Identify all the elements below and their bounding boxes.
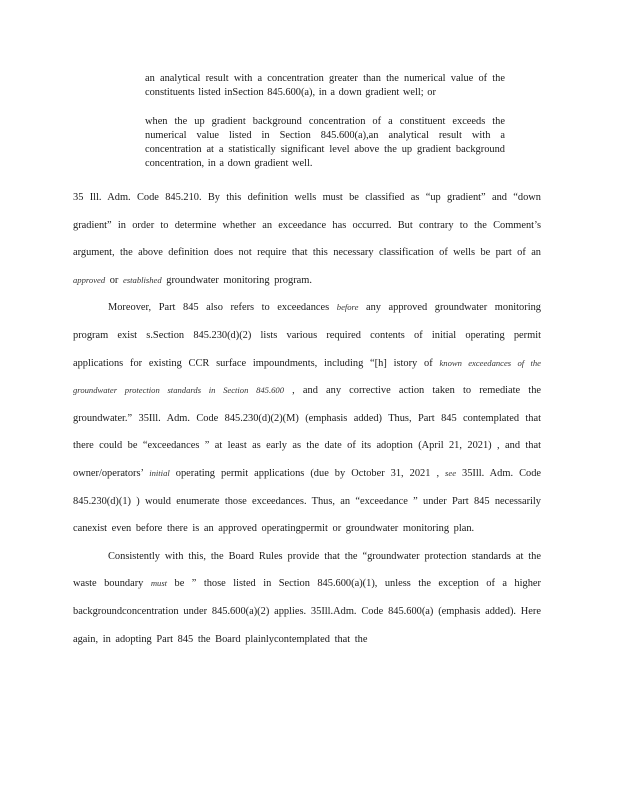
p2-text-2: any approved groundwater monitoring program exist s.Section 845.230(d)(2) lists various required contents of initial operating permit applications for existing CCR surface impoundments, including “[h] istory of [73,302,541,369]
p1-text-3: groundwater monitoring program. [161,274,312,286]
p1-text-1: 35 Ill. Adm. Code 845.210. By this definition wells must be classified as “up gradient” and “down gradient” in order to determine whether an exceedance has occurred. But contrary to the Comment’s argument, the above definition does not require that this necessary classification of wells be part of an [73,192,541,259]
p2-emphasis-before: before [336,302,359,313]
body-text [73,184,541,653]
paragraph-3 [73,543,541,653]
p1-emphasis-established: established [123,274,162,285]
p2-text-1: Moreover, Part 845 also refers to exceedances [108,302,337,314]
p1-text-2: or [105,274,123,286]
p2-text-3: , and any corrective action taken to remediate the groundwater.” 35Ill. Adm. Code 845.230(d)(2)(M) (emphasis added) Thus, Part 845 contemplated that there could be “exceedances ” at least as early as the date of its adoption (April 21, 2021) , and that owner/operators’ [73,385,541,479]
blockquote-item-1: an analytical result with a concentration greater than the numerical value of the constituents listed inSection 845.600(a), in a down gradient well; or [145,73,505,98]
p2-emphasis-initial: initial [149,467,170,478]
paragraph-2 [73,294,541,542]
paragraph-1 [73,184,541,294]
p3-text-2: be ” those listed in Section 845.600(a)(1), unless the exception of a higher backgroundconcentration under 845.600(a)(2) applies. 35Ill.Adm. Code 845.600(a) (emphasis added). Here again, in adopting Part 845 the Board plainlycontemplated that the [73,578,541,645]
p2-text-4: operating permit applications (due by October 31, 2021 , [169,467,446,479]
p2-emphasis-see: see [445,467,457,478]
p1-emphasis-approved: approved [73,274,106,285]
p2-emphasis-known-exceedances: known exceedances of the groundwater protection standards in Section 845.600 [73,357,541,396]
blockquote-item-2: when the up gradient background concentration of a constituent exceeds the numerical value listed in Section 845.600(a),an analytical result with a concentration at a statistically significant level above the up gradient background concentration, in a down gradient well. [145,116,505,169]
p2-text-5: 35Ill. Adm. Code 845.230(d)(1) ) would enumerate those exceedances. Thus, an “exceedance ” under Part 845 necessarily canexist even before there is an approved operatingpermit or groundwater monitoring plan. [73,467,541,535]
p3-emphasis-must: must [150,578,168,589]
p3-text-1: Consistently with this, the Board Rules provide that the “groundwater protection standards at the waste boundary [73,550,541,590]
